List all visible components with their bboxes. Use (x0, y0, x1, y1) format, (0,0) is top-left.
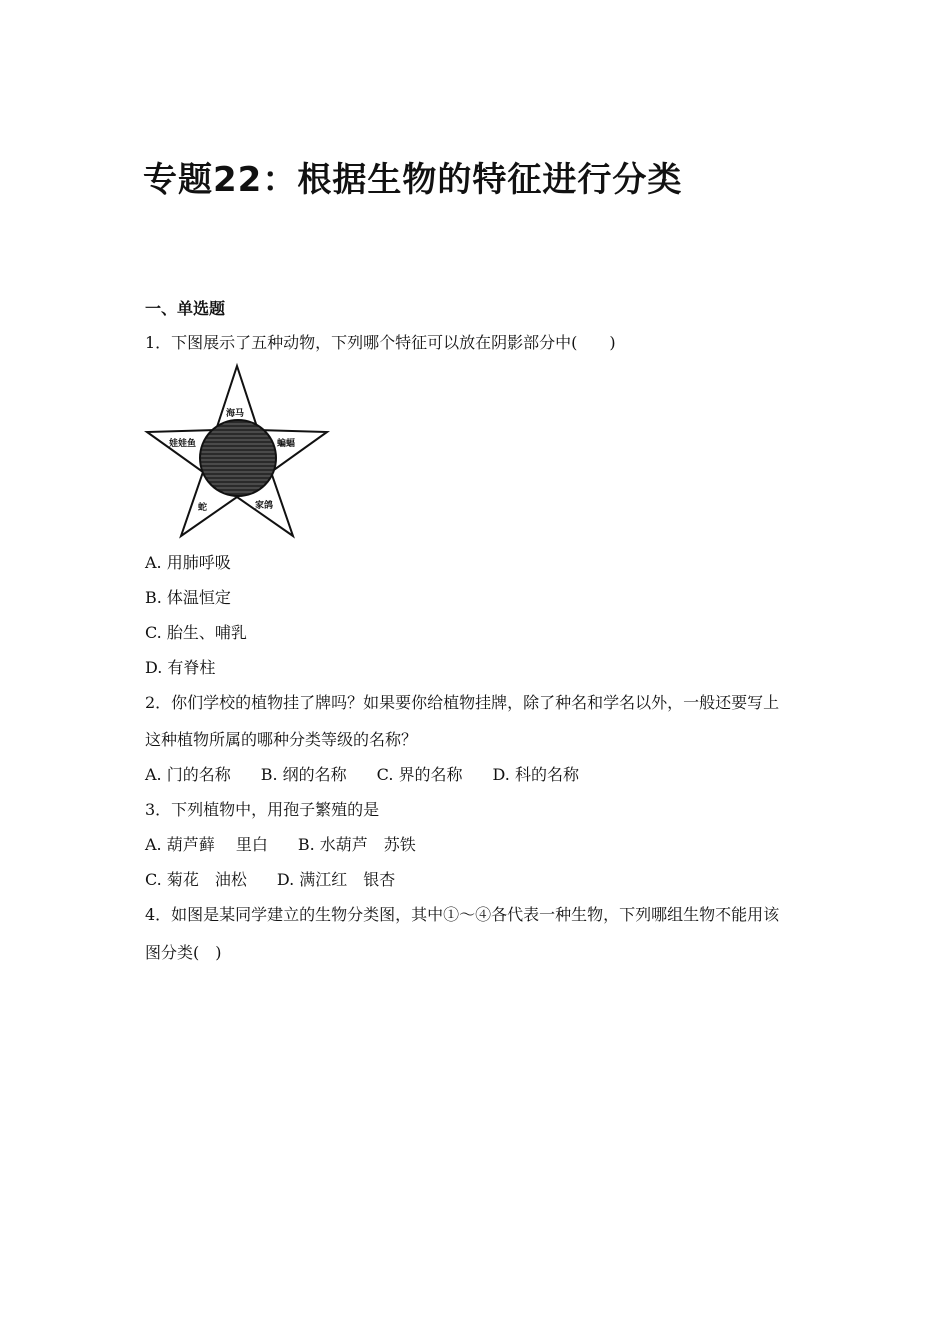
question-1-option-a: A. 用肺呼吸 (145, 553, 231, 572)
shaded-circle (200, 420, 276, 496)
label-seahorse: 海马 (226, 409, 245, 419)
question-2-option-c: C. 界的名称 (376, 765, 463, 784)
question-4-stem-line-2: 图分类( ) (145, 943, 222, 962)
question-3-option-d: D. 满江红 银杏 (276, 870, 396, 889)
five-animals-star-diagram (143, 362, 331, 540)
question-3-option-b: B. 水葫芦 苏铁 (297, 835, 416, 854)
question-2-options (145, 762, 609, 785)
question-4-stem-line-1: 4．如图是某同学建立的生物分类图，其中①～④各代表一种生物，下列哪组生物不能用该 (145, 905, 780, 924)
label-bat: 蝙蝠 (277, 439, 296, 449)
section-heading: 一、单选题 (145, 299, 226, 318)
question-1-stem: 1．下图展示了五种动物，下列哪个特征可以放在阴影部分中( ) (145, 333, 616, 352)
label-pigeon: 家鸽 (255, 501, 274, 511)
question-3-options-row-1 (145, 832, 446, 855)
label-giant-salamander: 娃娃鱼 (169, 439, 197, 449)
question-3-option-c: C. 菊花 油松 (145, 870, 247, 889)
question-1-option-b: B. 体温恒定 (145, 588, 231, 607)
question-3-options-row-2 (145, 867, 425, 890)
question-2-stem-line-2: 这种植物所属的哪种分类等级的名称？ (145, 730, 418, 749)
label-snake: 蛇 (198, 503, 208, 513)
question-1-option-c: C. 胎生、哺乳 (145, 623, 247, 642)
question-2-option-b: B. 纲的名称 (260, 765, 347, 784)
question-2-option-a: A. 门的名称 (145, 765, 231, 784)
page-title: 专题22：根据生物的特征进行分类 (143, 160, 683, 200)
question-3-option-a: A. 葫芦藓 里白 (145, 835, 268, 854)
question-3-stem: 3．下列植物中，用孢子繁殖的是 (145, 800, 380, 819)
question-2-option-d: D. 科的名称 (492, 765, 579, 784)
question-2-stem-line-1: 2．你们学校的植物挂了牌吗？如果要你给植物挂牌，除了种名和学名以外，一般还要写上 (145, 693, 780, 712)
question-1-option-d: D. 有脊柱 (145, 658, 216, 677)
